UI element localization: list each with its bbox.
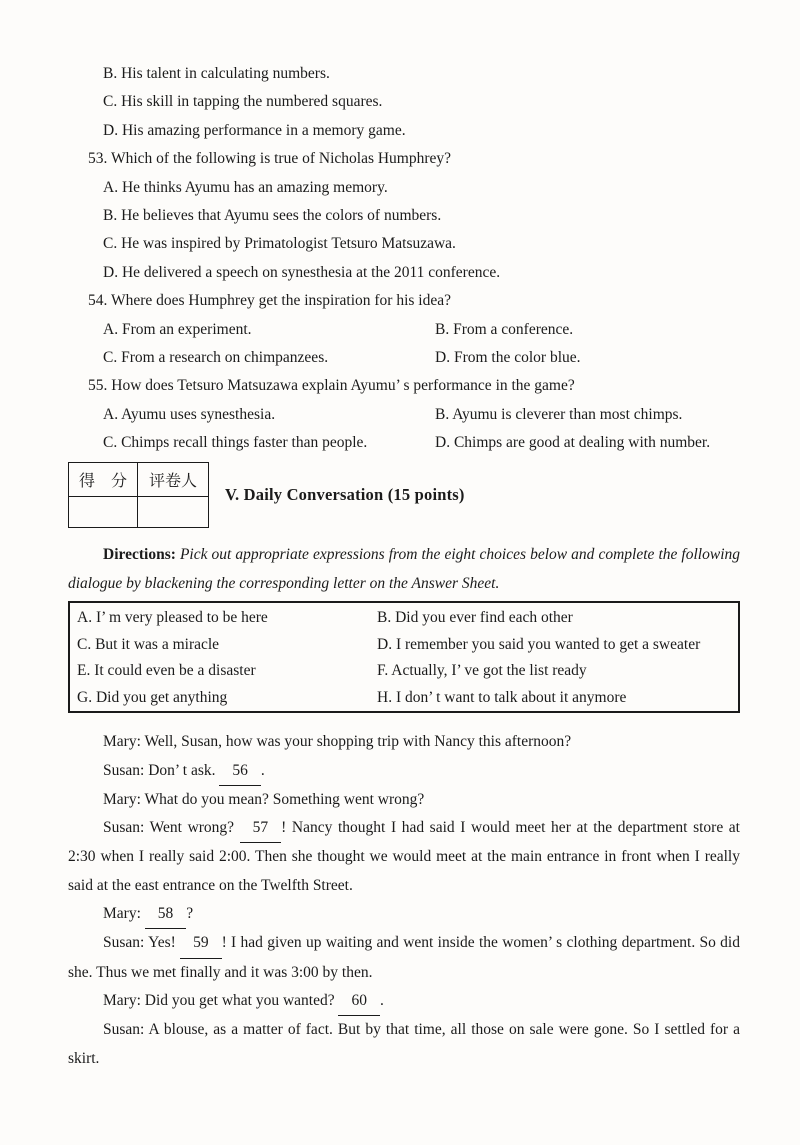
option-line: C. He was inspired by Primatologist Tetsuro Matsuzawa. — [103, 235, 456, 253]
question-line: 53. Which of the following is true of Nicholas Humphrey? — [88, 150, 452, 168]
section-title: V. Daily Conversation (15 points) — [225, 485, 465, 505]
dialogue-paragraph — [68, 900, 740, 929]
option-left: A. From an experiment. — [103, 320, 252, 338]
option-pair-line — [68, 316, 740, 344]
option-line: D. He delivered a speech on synesthesia at the 2011 conference. — [103, 263, 501, 281]
choice-h: H. I don’ t want to talk about it anymore — [377, 688, 627, 706]
section5-header-row — [68, 460, 740, 530]
option-right: B. Ayumu is cleverer than most chimps. — [435, 405, 683, 423]
choice-row — [70, 632, 738, 659]
speech-text: . — [379, 991, 384, 1009]
speech-text: Susan: Went wrong? — [103, 819, 240, 837]
dialogue-paragraph — [68, 929, 740, 987]
dialogue-paragraph — [68, 757, 740, 786]
dialogue-paragraph — [68, 987, 740, 1016]
dialogue-paragraph — [68, 786, 740, 814]
option-left: A. Ayumu uses synesthesia. — [103, 405, 276, 423]
answer-blank-59: 59 — [180, 929, 222, 958]
answer-blank-56: 56 — [219, 757, 261, 786]
choice-a: A. I’ m very pleased to be here — [77, 609, 268, 627]
dialogue-paragraph — [68, 814, 740, 900]
answer-blank-57: 57 — [240, 814, 282, 843]
dialogue-paragraph — [68, 728, 740, 756]
speech-text: Mary: What do you mean? Something went wrong? — [103, 790, 425, 808]
answer-blank-58: 58 — [145, 900, 187, 929]
choices-box — [68, 601, 740, 713]
option-line: D. His amazing performance in a memory game. — [103, 121, 406, 139]
speech-text: Susan: Yes! — [103, 934, 181, 952]
choice-row — [70, 658, 738, 685]
speech-text: Mary: Well, Susan, how was your shopping trip with Nancy this afternoon? — [103, 733, 572, 751]
directions-text: Pick out appropriate expressions from the eight choices below and complete the following dialogue by blackening the corresponding letter on the Answer Sheet. — [68, 546, 740, 592]
option-pair-line — [68, 401, 740, 429]
choice-b: B. Did you ever find each other — [377, 609, 573, 627]
speech-text: Mary: — [103, 905, 145, 923]
directions-label: Directions: — [103, 546, 176, 564]
option-left: C. From a research on chimpanzees. — [103, 348, 329, 366]
speech-text: ! I had given up waiting and went inside the women’ s clothing department. So did she. Thus we met finally and it was 3:00 by then. — [68, 934, 740, 981]
option-pair-line — [68, 344, 740, 372]
speech-text: ! Nancy thought I had said I would meet her at the department store at 2:30 when I really said 2:00. Then she thought we would meet at the main entrance in front when I really said at the east entrance on the Twelfth Street. — [68, 819, 740, 894]
exam-paper-page — [68, 0, 740, 1073]
speech-text: Susan: A blouse, as a matter of fact. But by that time, all those on sale were gone. So I settled for a skirt. — [68, 1021, 740, 1067]
reading-questions — [68, 60, 740, 457]
question-line: 54. Where does Humphrey get the inspiration for his idea? — [88, 292, 452, 310]
choice-row — [70, 605, 738, 632]
score-value-cell — [69, 497, 138, 528]
speech-text: . — [260, 761, 265, 779]
question-line: 55. How does Tetsuro Matsuzawa explain Ayumu’ s performance in the game? — [88, 377, 575, 395]
choice-g: G. Did you get anything — [77, 688, 228, 706]
choice-c: C. But it was a miracle — [77, 635, 220, 653]
answer-blank-60: 60 — [338, 987, 380, 1016]
option-line: A. He thinks Ayumu has an amazing memory. — [103, 178, 388, 196]
speech-text: ? — [186, 905, 194, 923]
option-pair-line — [68, 429, 740, 457]
choice-e: E. It could even be a disaster — [77, 662, 256, 680]
option-line: C. His skill in tapping the numbered squares. — [103, 93, 383, 111]
speech-text: Susan: Don’ t ask. — [103, 761, 220, 779]
directions-paragraph — [68, 541, 740, 598]
dialogue-section — [68, 728, 740, 1073]
score-label-cell: 得 分 — [69, 463, 138, 497]
choice-d: D. I remember you said you wanted to get a sweater — [377, 635, 701, 653]
score-table — [68, 462, 209, 528]
grader-label-cell: 评卷人 — [138, 463, 209, 497]
option-left: C. Chimps recall things faster than people. — [103, 434, 368, 452]
option-line: B. His talent in calculating numbers. — [103, 65, 330, 82]
option-line: B. He believes that Ayumu sees the colors of numbers. — [103, 206, 442, 224]
grader-value-cell — [138, 497, 209, 528]
dialogue-paragraph — [68, 1016, 740, 1073]
option-right: B. From a conference. — [435, 320, 574, 338]
option-right: D. From the color blue. — [435, 348, 581, 366]
choice-row — [70, 685, 738, 712]
speech-text: Mary: Did you get what you wanted? — [103, 991, 339, 1009]
option-right: D. Chimps are good at dealing with number. — [435, 434, 711, 452]
choice-f: F. Actually, I’ ve got the list ready — [377, 662, 587, 680]
